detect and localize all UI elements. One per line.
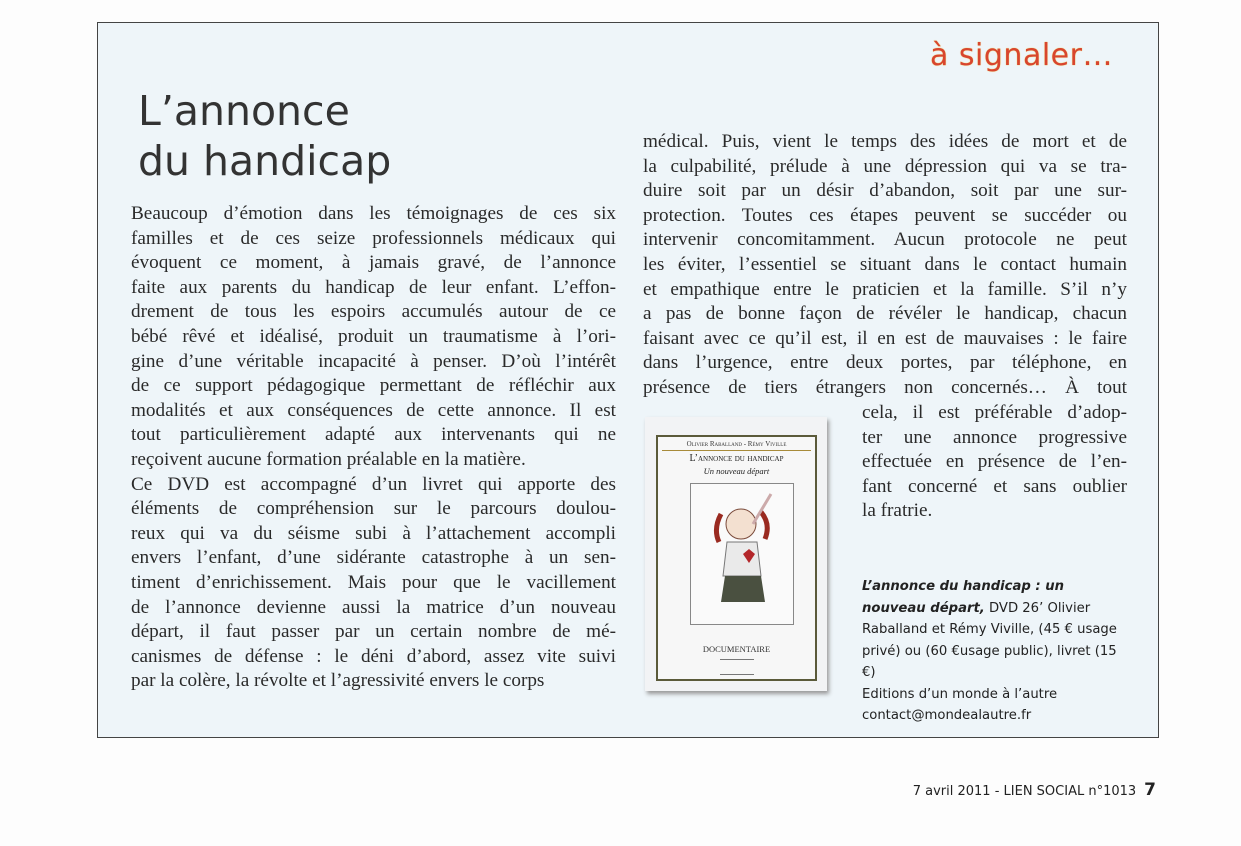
text-line: la fratrie. <box>862 500 933 522</box>
text-line: fant concerné et sans oublier <box>862 475 1127 497</box>
caption-details: DVD 26’ Olivier Raballand et Rémy Viville, (45 € usage privé) ou (60 €usage public), livret (15 €) <box>862 600 1117 680</box>
right-column-wrap <box>862 401 1127 524</box>
text-line: et empathique entre le praticien et la famille. S’il n’y <box>643 278 1127 300</box>
caption-title: L’annonce du handicap : un nouveau départ, <box>862 579 1065 616</box>
text-line: Beaucoup d’émotion dans les témoignages de ces six <box>131 203 616 224</box>
cover-authors: Olivier Raballand - Rémy Viville <box>686 440 787 448</box>
text-line: a pas de bonne façon de révéler le handicap, chacun <box>643 303 1127 325</box>
text-line: modalités et aux conséquences de cette annonce. Il est <box>131 399 616 421</box>
section-kicker: à signaler… <box>930 38 1113 73</box>
dvd-cover-image <box>645 417 827 691</box>
text-line: reçoivent aucune formation préalable en la matière. <box>131 448 526 470</box>
text-line: timent d’enrichissement. Mais pour que le vacillement <box>131 571 616 593</box>
text-line: intervenir concomitamment. Aucun protocole ne peut <box>643 229 1127 251</box>
text-line: de l’annonce devienne aussi la matrice d’un nouveau <box>131 596 616 618</box>
text-line: faite aux parents du handicap de leur enfant. L’effon- <box>131 276 616 298</box>
text-line: canismes de défense : le déni d’abord, assez vite suivi <box>131 645 616 667</box>
text-line: envers l’enfant, d’une sidérante catastrophe à un sen- <box>131 547 616 569</box>
publisher-logo <box>720 659 754 675</box>
text-line: faisant avec ce qu’il est, il en est de mauvaises : le faire <box>643 327 1127 349</box>
caption-publisher: Editions d’un monde à l’autre <box>862 686 1058 702</box>
cover-subtitle: Un nouveau départ <box>703 466 770 476</box>
text-line: cela, il est préférable d’adop- <box>862 402 1127 423</box>
text-line: présence de tiers étrangers non concernés… À tout <box>643 376 1127 398</box>
left-column <box>131 202 616 694</box>
title-line: du handicap <box>138 137 392 185</box>
text-line: ter une annonce progressive <box>862 426 1127 448</box>
text-line: Ce DVD est accompagné d’un livret qui apporte des <box>131 473 616 495</box>
page-footer <box>913 780 1156 800</box>
text-line: dans l’urgence, entre deux portes, par téléphone, en <box>643 352 1127 374</box>
text-line: protection. Toutes ces étapes peuvent se succéder ou <box>643 204 1127 226</box>
text-line: les éviter, l’essentiel se situant dans le contact humain <box>643 253 1127 275</box>
cover-genre: DOCUMENTAIRE <box>702 644 771 654</box>
cover-illustration <box>690 483 794 625</box>
title-line: L’annonce <box>138 87 350 135</box>
text-line: tout particulièrement adapté aux intervenants qui ne <box>131 424 616 446</box>
text-line: la culpabilité, prélude à une dépression qui va se tra- <box>643 155 1127 177</box>
text-line: familles et de ces seize professionnels médicaux qui <box>131 227 616 249</box>
text-line: gine d’une véritable incapacité à penser. D’où l’intérêt <box>131 350 616 372</box>
text-line: départ, il faut passer par un certain nombre de mé- <box>131 621 616 643</box>
text-line: par la colère, la révolte et l’agressivité envers le corps <box>131 670 545 692</box>
text-line: reux qui va du séisme subi à l’attachement accompli <box>131 522 616 544</box>
text-line: duire soit par un désir d’abandon, soit par une sur- <box>643 180 1127 202</box>
text-line: bébé rêvé et idéalisé, produit un traumatisme à l’ori- <box>131 325 616 347</box>
text-line: effectuée en présence de l’en- <box>862 451 1127 473</box>
product-caption <box>862 576 1130 727</box>
cover-title: L’annonce du handicap <box>689 453 784 464</box>
right-column <box>643 130 1127 401</box>
footer-issue: 7 avril 2011 - LIEN SOCIAL n°1013 <box>912 784 1137 799</box>
caption-contact: contact@mondealautre.fr <box>862 708 1032 723</box>
page-number: 7 <box>1144 780 1156 800</box>
article-title <box>138 86 391 186</box>
text-line: médical. Puis, vient le temps des idées de mort et de <box>643 131 1127 152</box>
text-line: éléments de compréhension sur le parcours doulou- <box>131 498 616 520</box>
text-line: de ce support pédagogique permettant de réfléchir aux <box>131 375 616 397</box>
text-line: drement de tous les espoirs accumulés autour de ce <box>131 301 616 323</box>
text-line: évoquent ce moment, à jamais gravé, de l’annonce <box>131 252 616 274</box>
